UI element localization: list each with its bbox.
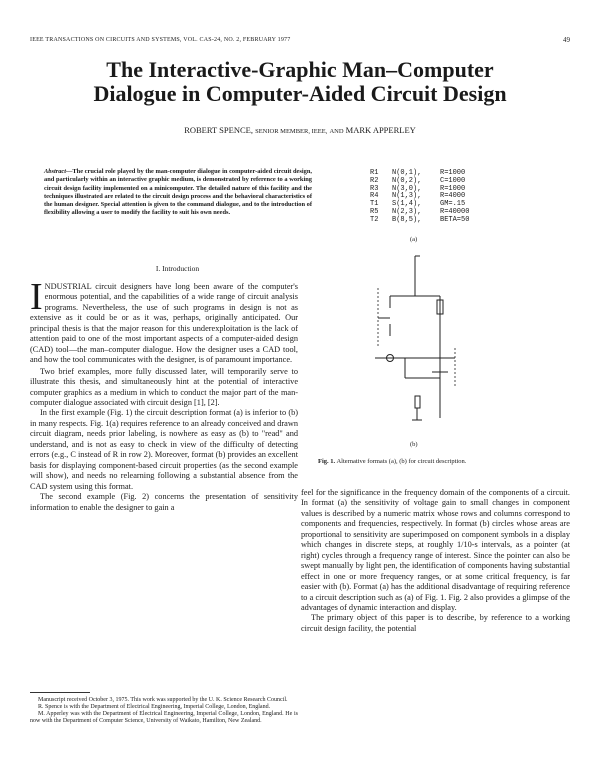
author-1: ROBERT SPENCE, <box>184 125 253 135</box>
author-2: MARK APPERLEY <box>345 125 416 135</box>
right-paragraph-1: feel for the significance in the frequency domain of the components of a circuit. In format (a) the sensitivity of voltage gain to small changes in component values is described by a numeric matrix whose rows and columns correspond to components and frequencies, respectively. In format (b) circles whose areas are proportional to sensitivity are superimposed on component symbols in a display which changes in discrete steps, at roughly 1/10-s intervals, as a pointer (at right) cycles through a frequency range of interest. Since the pointer can also be swept manually by light pen, the identification of components having substantial effect in one or more frequency ranges, or at some critical frequency, is far easier with (b). Format (a) has the additional disadvantage of requiring reference to a circuit description such as (a) of Fig. 1. Fig. 2 also provides a glimpse of the advantages of dynamic interaction and display. <box>301 488 570 612</box>
authors <box>0 125 600 135</box>
left-column <box>30 276 298 513</box>
paragraph-2: Two brief examples, more fully discussed later, will temporarily serve to illustrate this thesis, and simultaneously hint at the potential of interactive computer graphics as a medium in which to conduct the major part of the man-computer dialogue associated with circuit design [1], [2]. <box>30 366 298 407</box>
page-number: 49 <box>563 36 570 44</box>
circuit-listing <box>370 170 469 225</box>
title-line-1: The Interactive-Graphic Man–Computer <box>106 57 494 82</box>
resistor-symbol <box>415 396 420 408</box>
author-1-role: SENIOR MEMBER, IEEE, <box>255 128 328 135</box>
section-heading: I. Introduction <box>155 264 200 273</box>
circuit-schematic <box>360 248 480 438</box>
listing-row: R3 N(3,0), R=1000 <box>370 184 466 193</box>
listing-row: R4 N(1,3), R=4000 <box>370 192 466 201</box>
footnote-2: R. Spence is with the Department of Electrical Engineering, Imperial College, London, England. <box>38 704 271 710</box>
listing-row: T1 S(1,4), GM=.15 <box>370 200 466 209</box>
figure-label-b: (b) <box>410 441 418 448</box>
listing-row: R1 N(0,1), R=1000 <box>370 169 466 177</box>
abstract-text: —The crucial role played by the man-computer dialogue in computer-aided circuit design, and particularly within an interactive graphic medium, is demonstrated by reference to a working circuit design facility implemented on a minicomputer. The detailed nature of this facility and the techniques illustrated are related to the circuit design process and the behavioral characteristics of the human designer. Special attention is given to the command dialogue, and to the introduction of flexibility allowing a user to modify the facility to suit his own needs. <box>44 168 312 217</box>
right-paragraph-2: The primary object of this paper is to describe, by reference to a working circuit design facility, the potential <box>301 613 570 633</box>
figure-label-a: (a) <box>410 236 418 243</box>
listing-row: T2 B(8,5), BETA=50 <box>370 215 470 224</box>
abstract <box>44 168 312 218</box>
drop-cap: I <box>30 276 43 318</box>
footnote-rule <box>30 692 90 693</box>
title-line-2: Dialogue in Computer-Aided Circuit Design <box>93 81 507 106</box>
paragraph-3: In the first example (Fig. 1) the circuit description format (a) is inferior to (b) in many respects. Fig. 1(a) requires reference to an already conceived and drawn circuit diagram, needs prior labeling, is nowhere as easy as (b) to "read" and understand, and is not as easy to check in view of the difficulty of detecting errors (e.g., C instead of R in row 2). Moreover, format (b) provides an excellent basis for displaying component-based circuit properties (as the second example will show), and needs no relearning following a substantial absence from the CAD system using this format. <box>30 408 298 491</box>
figure-caption <box>318 458 466 465</box>
paragraph-4: The second example (Fig. 2) concerns the presentation of sensitivity information to enable the designer to gain a <box>30 492 298 512</box>
footnotes <box>30 697 298 725</box>
listing-row: R5 N(2,3), R=40000 <box>370 207 470 216</box>
paragraph-1: NDUSTRIAL circuit designers have long been aware of the computer's enormous potential, and the capabilities of a wide range of circuit analysis programs. Nevertheless, the use of such programs in design is not as extensive as it could be or as it was, perhaps, originally anticipated. Our principal thesis is that the major reason for this underexploitation is the lack of attention paid to one of the most important aspects of a computer-aided design (CAD) tool—the man–computer dialogue. How the designer uses a CAD tool, and how the tool communicates with the designer, is of paramount importance. <box>30 282 298 365</box>
abstract-label: Abstract <box>44 168 67 175</box>
paper-title <box>0 58 600 106</box>
authors-and: AND <box>329 128 344 135</box>
caption-text: Alternative formats (a), (b) for circuit description. <box>336 458 467 465</box>
right-column <box>301 488 570 634</box>
footnote-1: Manuscript received October 3, 1975. This work was supported by the U. K. Science Research Council. <box>38 697 288 703</box>
listing-row: R2 N(0,2), C=1000 <box>370 176 466 185</box>
caption-label: Fig. 1. <box>318 458 336 465</box>
footnote-3: M. Apperley was with the Department of Electrical Engineering, Imperial College, London, England. He is now with the Department of Computer Science, University of Waikato, Hamilton, New Zealand. <box>30 711 298 724</box>
running-header: IEEE TRANSACTIONS ON CIRCUITS AND SYSTEMS, VOL. CAS-24, NO. 2, FEBRUARY 1977 <box>30 37 291 43</box>
